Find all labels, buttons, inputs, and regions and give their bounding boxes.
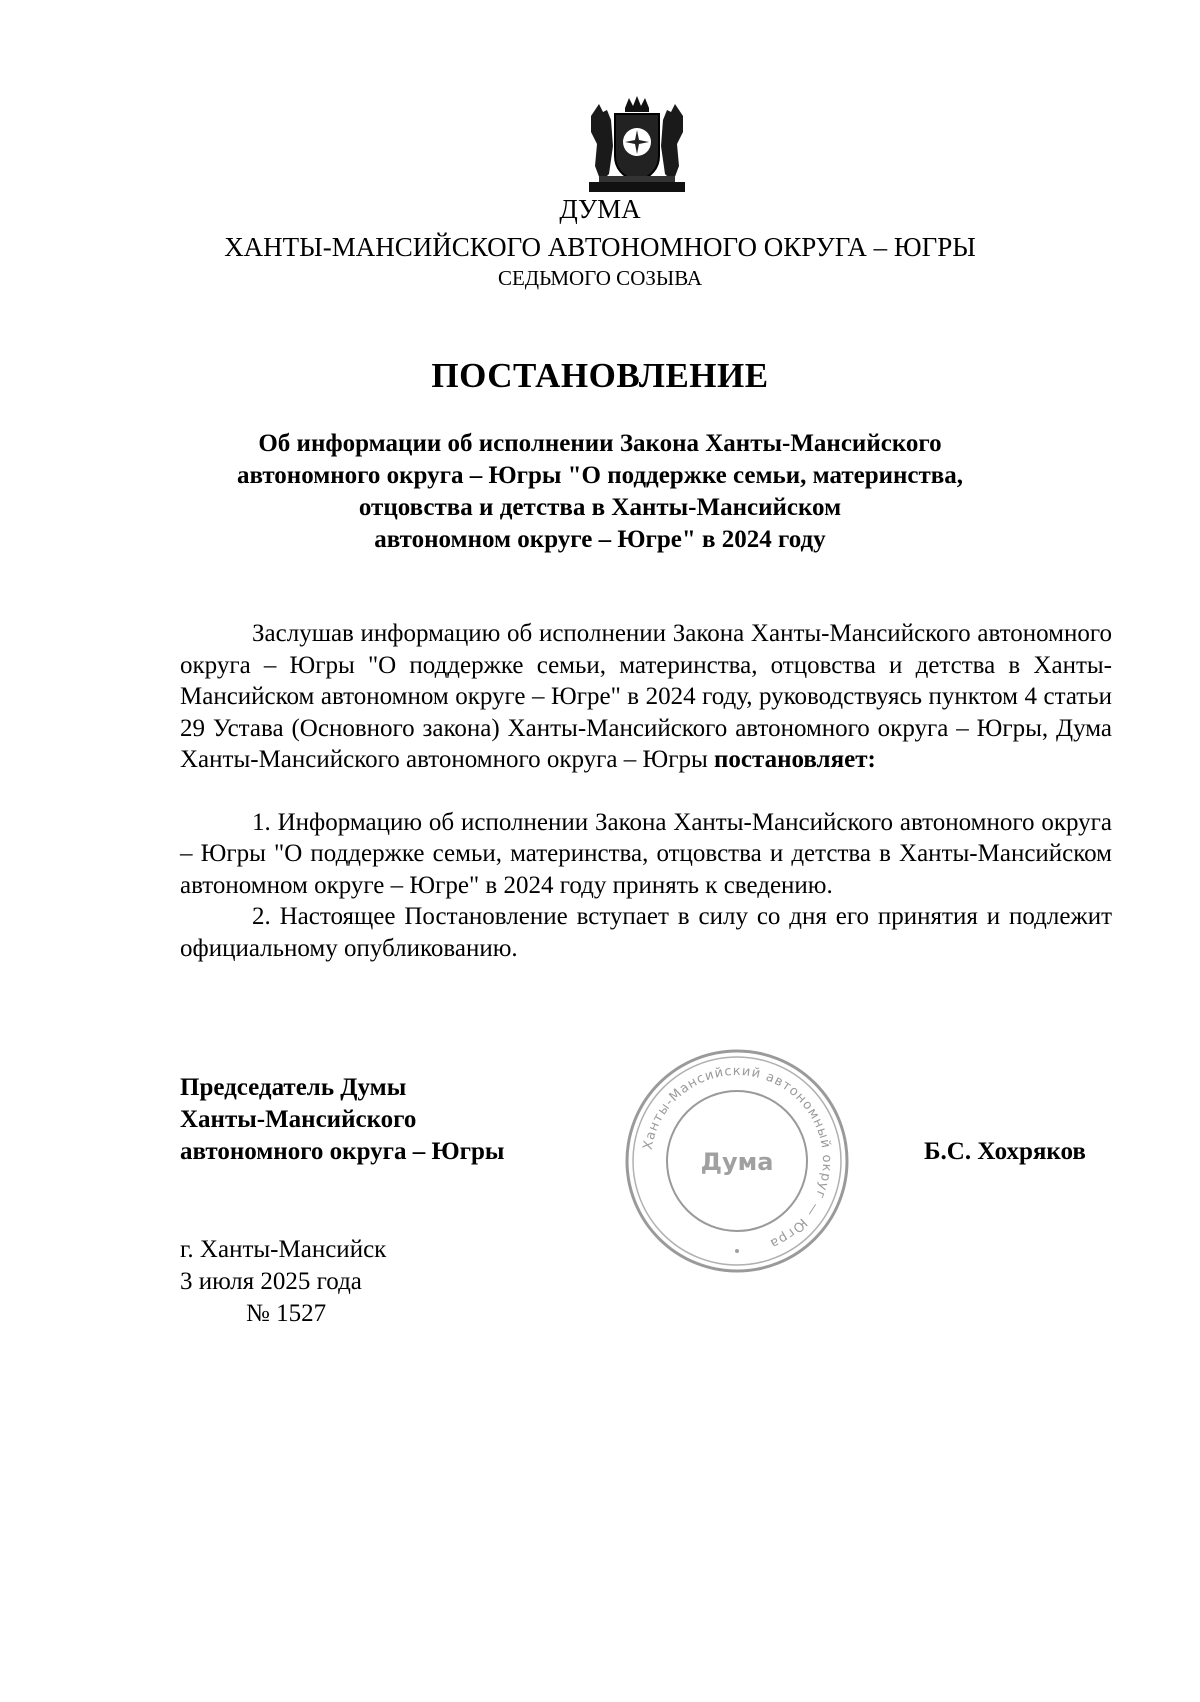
document-body [180, 618, 1112, 964]
stamp-ring-text: Ханты-Мансийский автономный округ — Югра [640, 1063, 835, 1252]
document-subject [0, 428, 1200, 556]
document-number: № 1527 [246, 1300, 327, 1327]
resolution-item-2: 2. Настоящее Постановление вступает в силу со дня его принятия и подлежит официальному опубликованию. [180, 903, 1112, 962]
convocation-line: СЕДЬМОГО СОЗЫВА [497, 266, 703, 290]
signatory-position [180, 1072, 504, 1168]
document-title: ПОСТАНОВЛЕНИЕ [431, 356, 769, 395]
coat-of-arms-emblem [585, 96, 689, 194]
official-stamp [622, 1046, 852, 1276]
issue-date: 3 июля 2025 года [180, 1268, 362, 1295]
org-name-line-2: ХАНТЫ-МАНСИЙСКОГО АВТОНОМНОГО ОКРУГА – ЮГРЫ [224, 232, 976, 262]
preamble-text: Заслушав информацию об исполнении Закона Ханты-Мансийского автономного округа – Югры "О поддержке семьи, материнства, отцовства и детства в Ханты-Мансийском автономном округе – Югре" в 2024 году, руководствуясь пунктом 4 статьи 29 Устава (Основного закона) Ханты-Мансийского автономного округа – Югры, Дума Ханты-Мансийского автономного округа – Югры [180, 620, 1112, 773]
resolution-item-1: 1. Информацию об исполнении Закона Ханты-Мансийского автономного округа – Югры "О поддержке семьи, материнства, отцовства и детства в Ханты-Мансийском автономном округе – Югре" в 2024 году принять к сведению. [180, 808, 1112, 899]
signatory-name: Б.С. Хохряков [924, 1138, 1086, 1165]
org-name-line-1: ДУМА [559, 194, 641, 224]
subject-line: автономном округе – Югре" в 2024 году [374, 526, 826, 553]
resolves-word: постановляет: [714, 746, 876, 773]
place-of-issue: г. Ханты-Мансийск [180, 1236, 387, 1263]
subject-line: Об информации об исполнении Закона Ханты-Мансийского [258, 430, 942, 457]
stamp-center-text: Дума [700, 1148, 774, 1176]
subject-line: автономного округа – Югры "О поддержке семьи, материнства, [236, 462, 964, 489]
subject-line: отцовства и детства в Ханты-Мансийском [358, 494, 842, 521]
signatory-position-line: Ханты-Мансийского [180, 1106, 417, 1133]
signatory-position-line: автономного округа – Югры [180, 1138, 505, 1165]
signatory-position-line: Председатель Думы [180, 1074, 407, 1101]
preamble-paragraph [180, 618, 1112, 776]
